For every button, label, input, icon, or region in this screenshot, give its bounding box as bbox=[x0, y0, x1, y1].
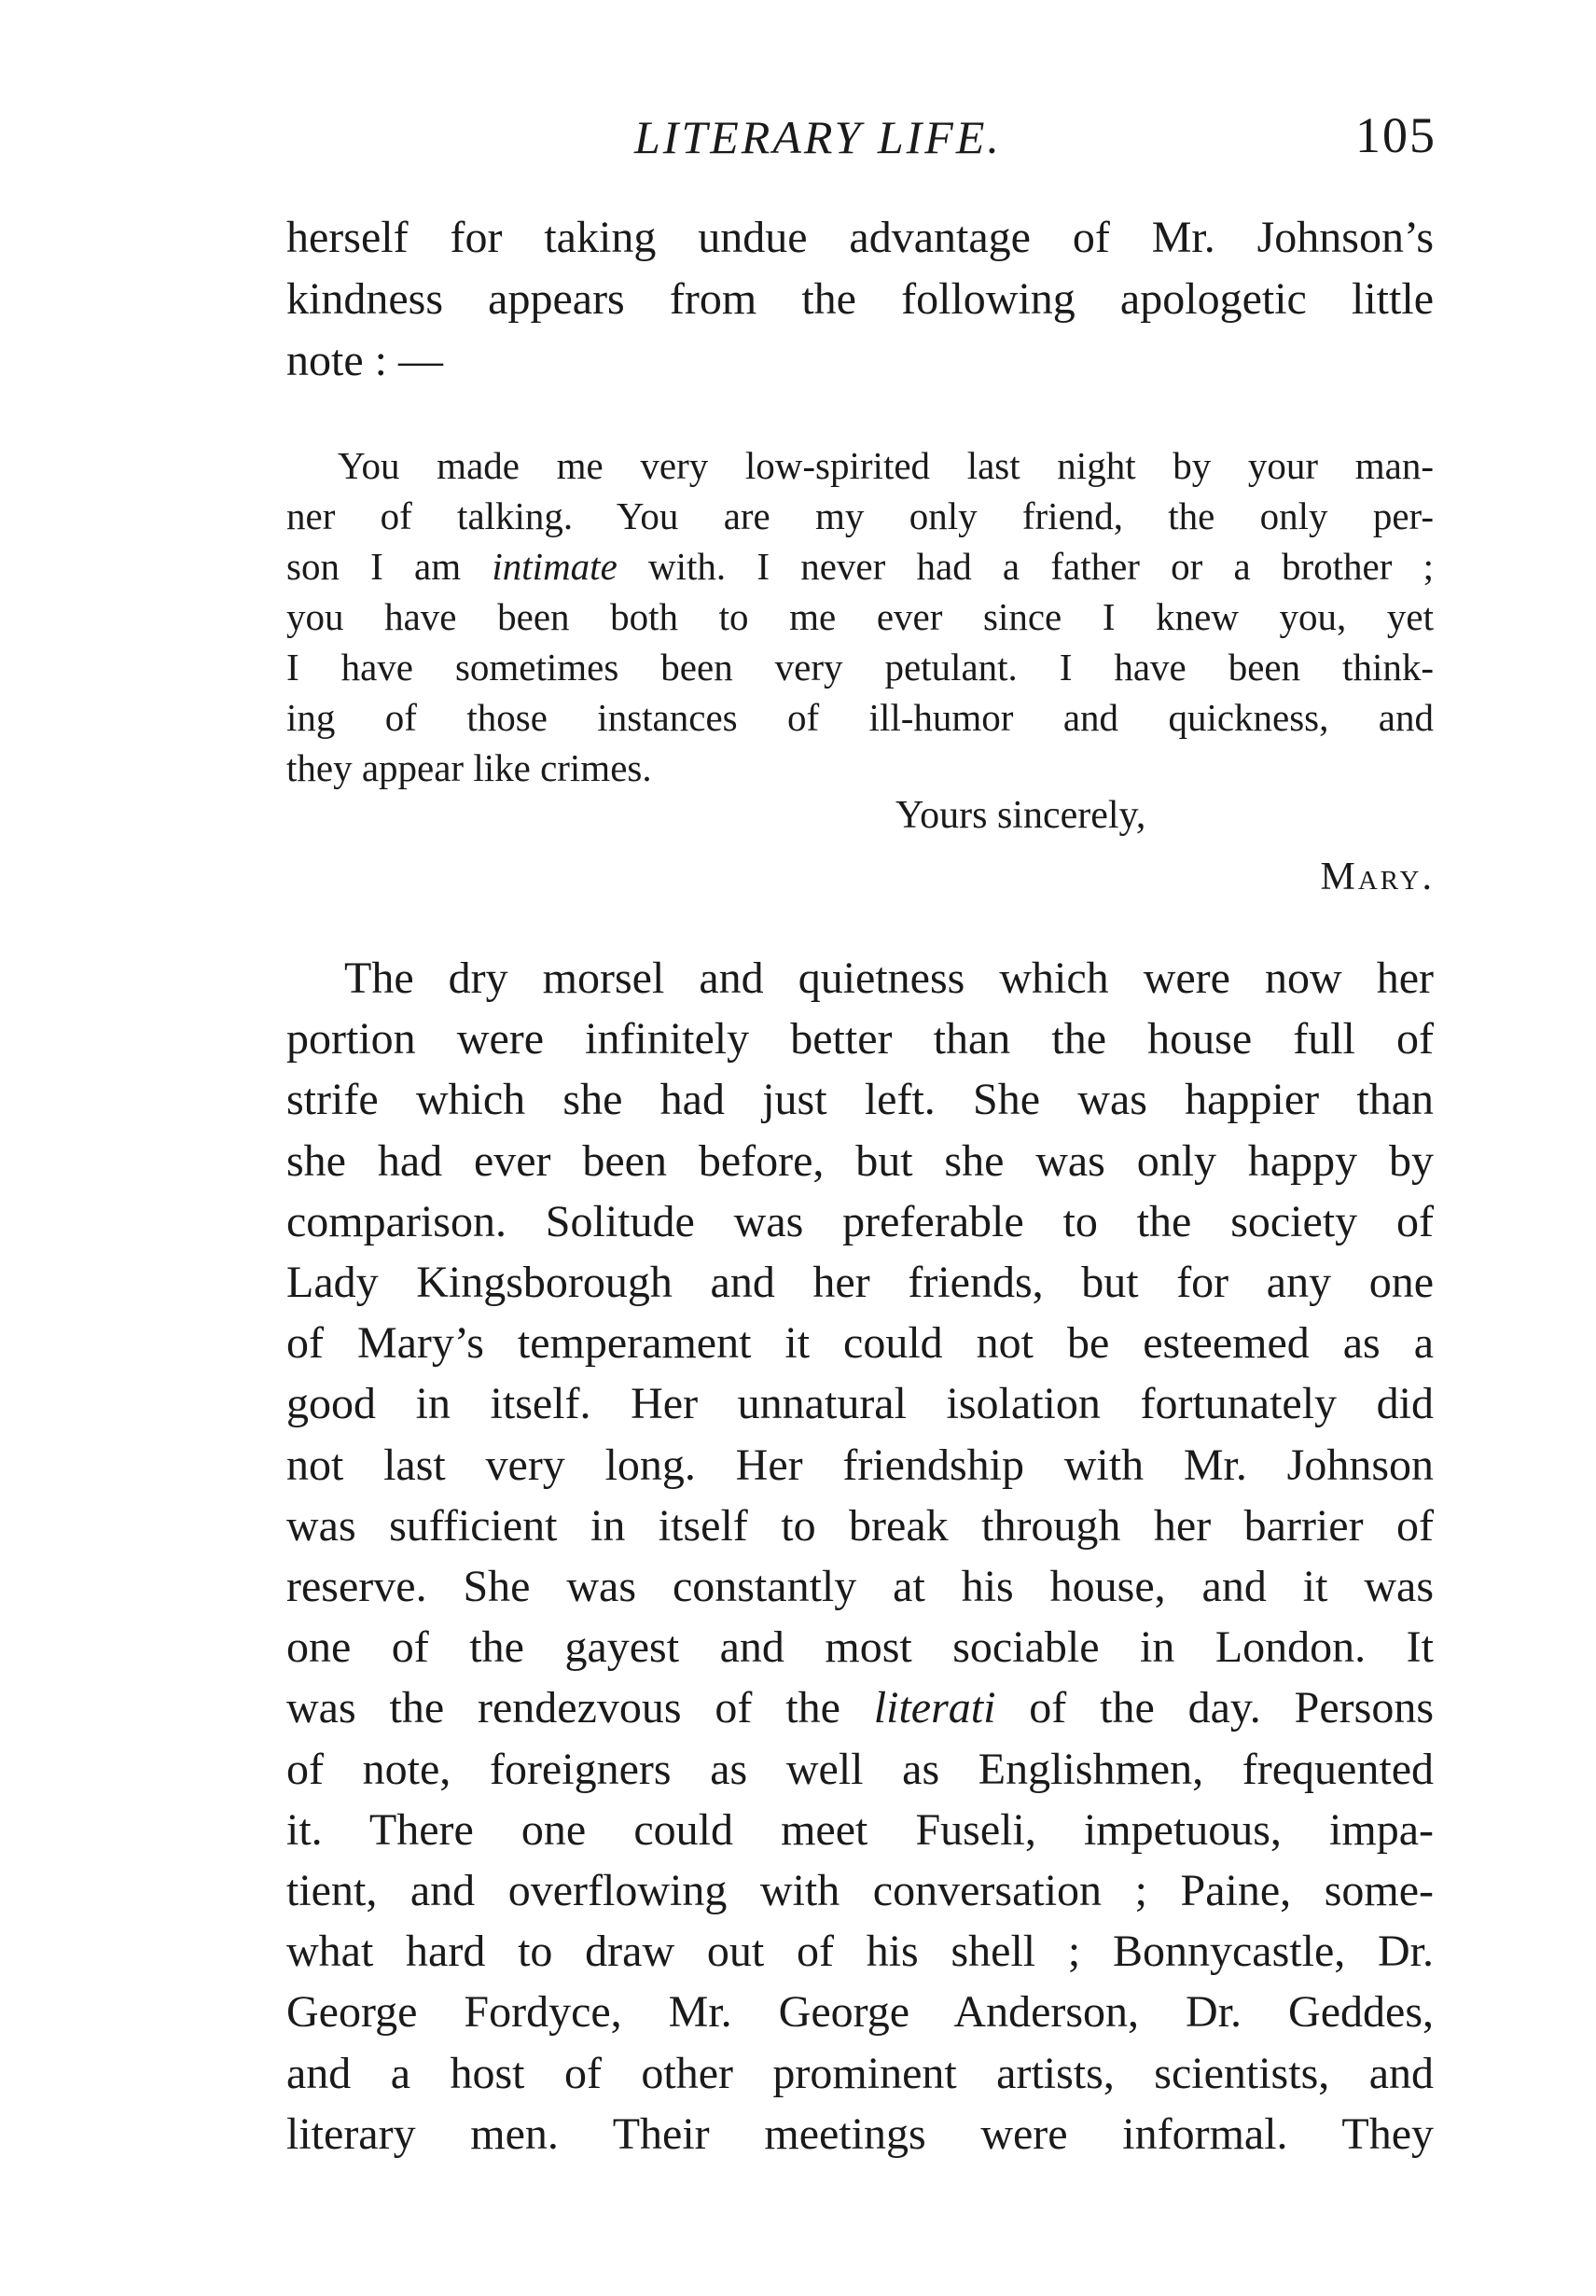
body-text: of the day. Persons bbox=[995, 1683, 1435, 1733]
body-line: of Mary’s temperament it could not be esteemed as a bbox=[286, 1318, 1434, 1369]
body-line: was sufficient in itself to break through her barrier of bbox=[286, 1500, 1434, 1551]
letter-text: son I am bbox=[286, 545, 493, 588]
body-line: portion were infinitely better than the house full of bbox=[286, 1014, 1434, 1065]
letter-line: they appear like crimes. bbox=[286, 746, 652, 789]
intro-line: kindness appears from the following apologetic little bbox=[286, 274, 1434, 324]
body-line: strife which she had just left. She was happier than bbox=[286, 1075, 1434, 1125]
body-line: reserve. She was constantly at his house, and it was bbox=[286, 1562, 1434, 1612]
body-line: good in itself. Her unnatural isolation fortunately did bbox=[286, 1379, 1434, 1429]
body-paragraph bbox=[286, 948, 1434, 2164]
body-line: The dry morsel and quietness which were now her bbox=[344, 953, 1434, 1003]
letter-text: with. I never had a father or a brother ; bbox=[617, 545, 1434, 588]
body-line: one of the gayest and most sociable in London. It bbox=[286, 1622, 1434, 1673]
body-line: what hard to draw out of his shell ; Bonnycastle, Dr. bbox=[286, 1927, 1434, 1977]
letter-line: You made me very low-spirited last night by your man- bbox=[338, 444, 1434, 487]
body-line bbox=[286, 1677, 1434, 1738]
body-line: not last very long. Her friendship with Mr. Johnson bbox=[286, 1440, 1434, 1490]
letter-line: ner of talking. You are my only friend, the only per- bbox=[286, 494, 1434, 537]
letter-line: you have been both to me ever since I knew you, yet bbox=[286, 595, 1434, 638]
page-number: 105 bbox=[1355, 107, 1436, 163]
letter-line: ing of those instances of ill-humor and quickness, and bbox=[286, 696, 1434, 739]
body-text: was the rendezvous of the bbox=[286, 1683, 874, 1733]
running-title: LITERARY LIFE. bbox=[634, 111, 1002, 163]
running-head bbox=[280, 107, 1436, 175]
letter-signoff: Yours sincerely, bbox=[895, 794, 1146, 837]
body-line: of note, foreigners as well as Englishmen, frequented bbox=[286, 1744, 1434, 1794]
letter-line bbox=[286, 541, 1434, 591]
body-line: George Fordyce, Mr. George Anderson, Dr. Geddes, bbox=[286, 1987, 1434, 2038]
letter-line: I have sometimes been very petulant. I have been think- bbox=[286, 646, 1434, 689]
body-line: and a host of other prominent artists, scientists, and bbox=[286, 2048, 1434, 2098]
body-line: comparison. Solitude was preferable to the society of bbox=[286, 1196, 1434, 1246]
intro-paragraph bbox=[286, 207, 1434, 392]
quoted-letter bbox=[286, 440, 1434, 793]
letter-signature: Mary. bbox=[1320, 856, 1435, 898]
letter-emphasis: intimate bbox=[492, 545, 618, 588]
body-line: it. There one could meet Fuseli, impetuous, impa- bbox=[286, 1804, 1434, 1855]
intro-line: herself for taking undue advantage of Mr. Johnson’s bbox=[286, 213, 1434, 262]
body-line: tient, and overflowing with conversation ; Paine, some- bbox=[286, 1866, 1434, 1916]
body-line: literary men. Their meetings were informal. They bbox=[286, 2108, 1434, 2159]
body-line: she had ever been before, but she was only happy by bbox=[286, 1135, 1434, 1186]
body-line: Lady Kingsborough and her friends, but for any one bbox=[286, 1258, 1434, 1308]
intro-line: note : — bbox=[286, 336, 443, 385]
body-emphasis: literati bbox=[873, 1683, 996, 1733]
